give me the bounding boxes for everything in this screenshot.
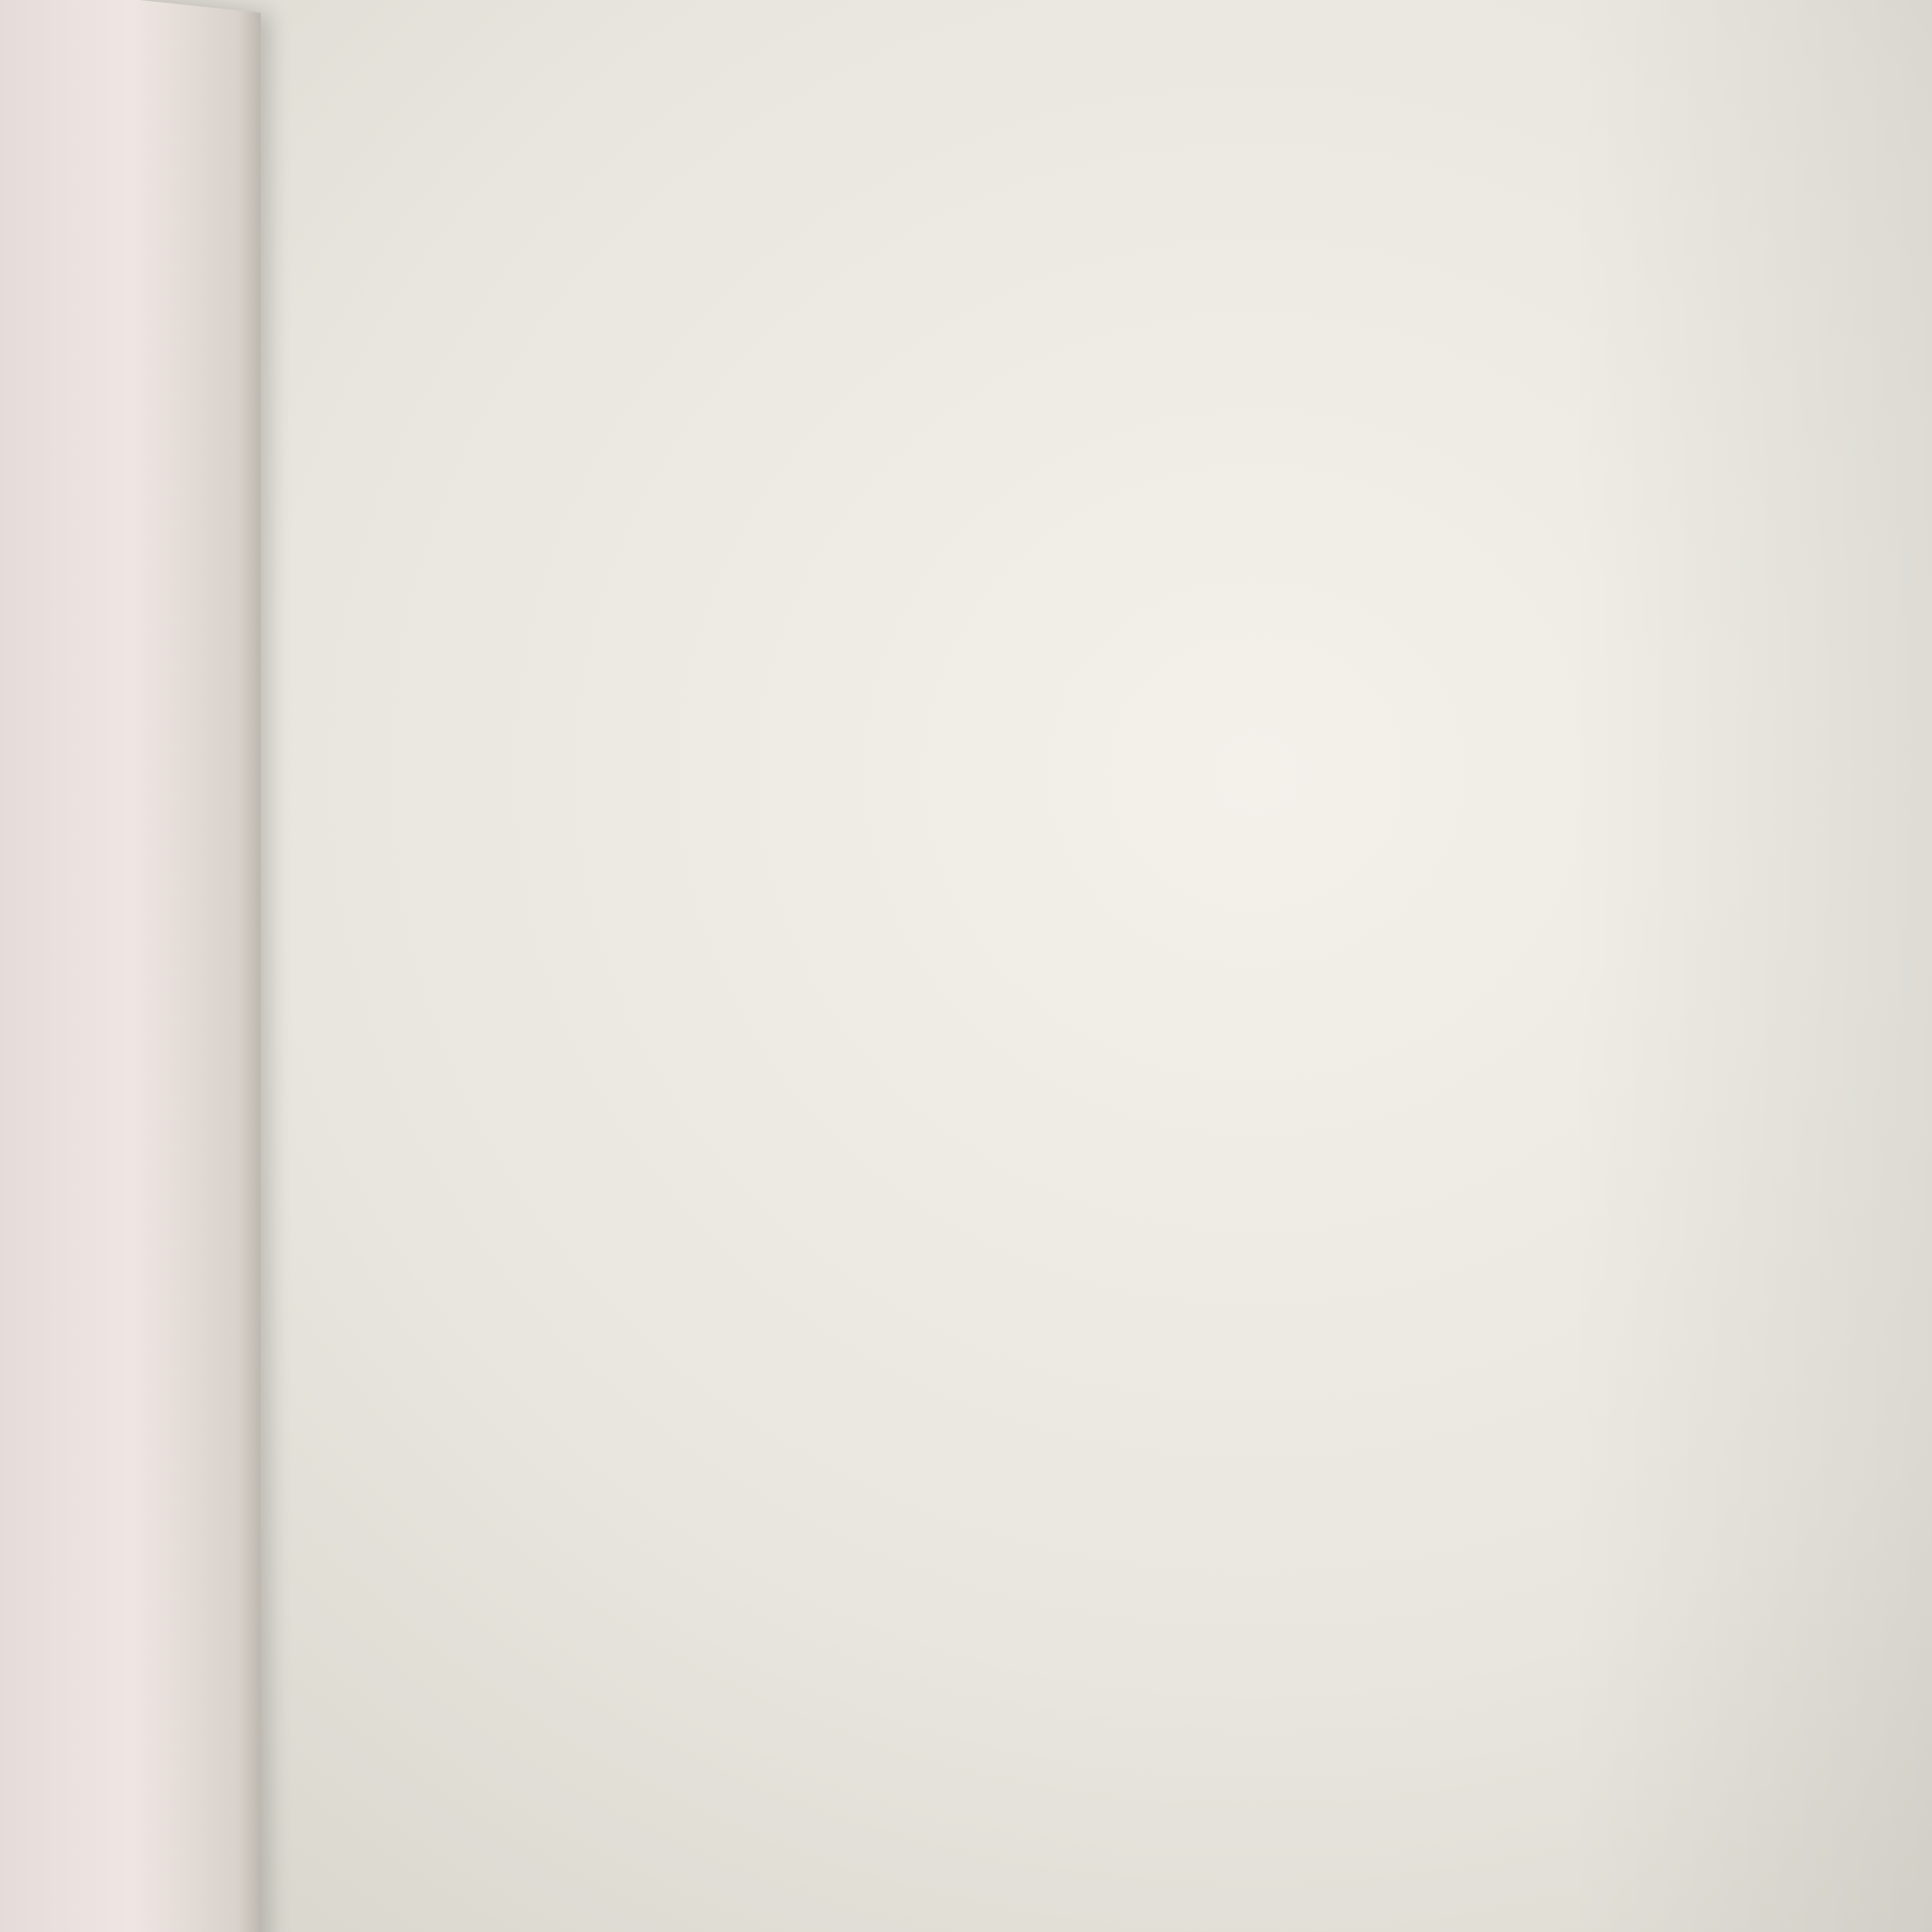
left-page-edge xyxy=(0,0,261,1932)
